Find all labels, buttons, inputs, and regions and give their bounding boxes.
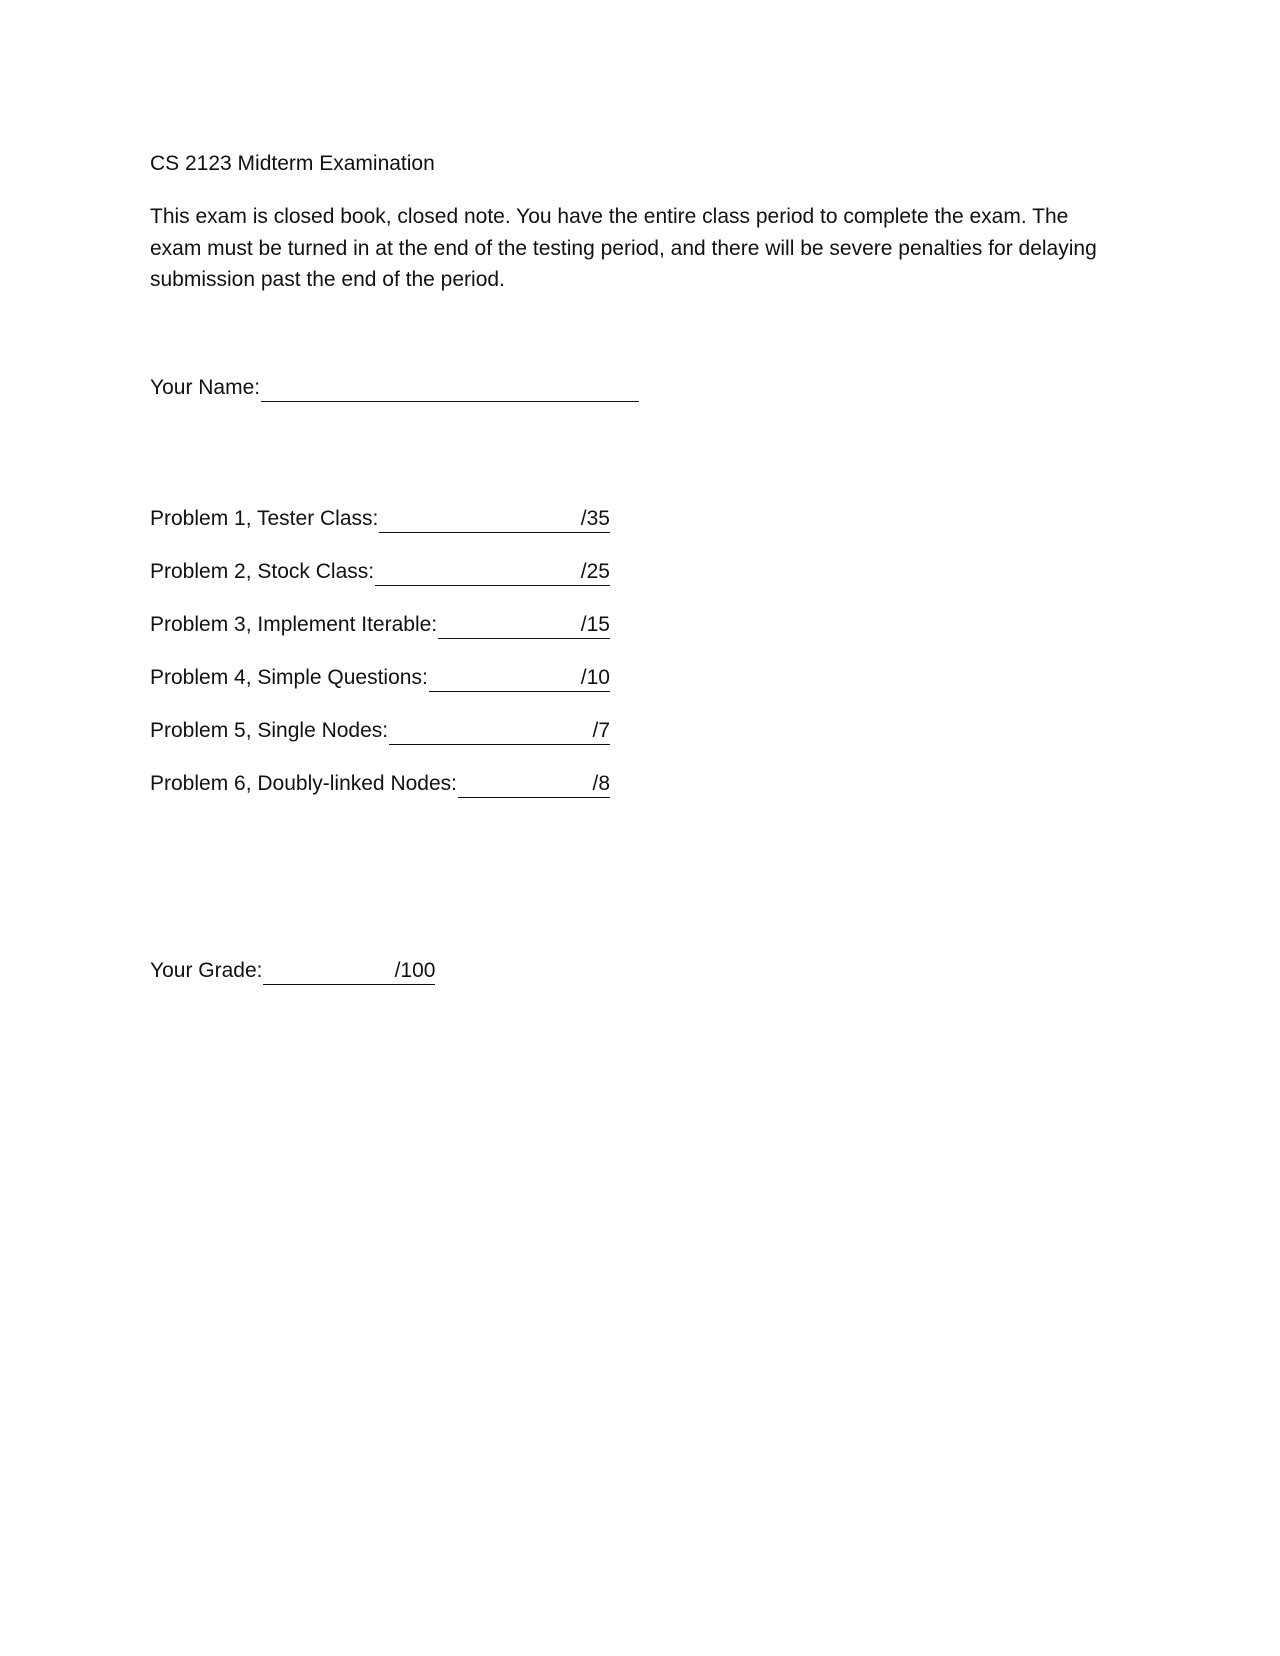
problem-row: [150, 480, 610, 533]
problem-label: Problem 2, Stock Class:: [150, 560, 375, 583]
instructions-line: exam must be turned in at the end of the testing period, and there will be severe penalties for delaying: [150, 236, 1097, 260]
problem-label: Problem 4, Simple Questions:: [150, 666, 428, 689]
problem-label: Problem 5, Single Nodes:: [150, 719, 389, 742]
grade-total: /100: [394, 959, 436, 982]
problem-label: Problem 1, Tester Class:: [150, 507, 379, 530]
score-blank-line[interactable]: [389, 719, 610, 745]
grade-label: Your Grade:: [150, 959, 263, 982]
exam-title: CS 2123 Midterm Examination: [150, 152, 435, 175]
problem-points: /10: [580, 666, 610, 689]
problem-row: [150, 586, 610, 639]
score-blank-line[interactable]: [379, 507, 610, 533]
score-blank-line[interactable]: [458, 772, 610, 798]
problem-points: /35: [580, 507, 610, 530]
name-label: Your Name:: [150, 376, 261, 399]
name-field-row: [150, 374, 639, 402]
instructions-line: This exam is closed book, closed note. You have the entire class period to complete the exam. The: [150, 205, 1069, 228]
problem-points: /7: [592, 719, 610, 742]
problem-row: [150, 639, 610, 692]
problem-points: /25: [580, 560, 610, 583]
name-blank-line[interactable]: [261, 377, 639, 402]
problem-score-list: [150, 480, 610, 798]
problem-label: Problem 3, Implement Iterable:: [150, 613, 438, 636]
problem-points: /15: [580, 613, 610, 636]
problem-row: [150, 745, 610, 798]
grade-field-row: [150, 957, 435, 985]
instructions-line: submission past the end of the period.: [150, 268, 505, 291]
problem-points: /8: [592, 772, 610, 795]
problem-label: Problem 6, Doubly-linked Nodes:: [150, 772, 457, 795]
score-blank-line[interactable]: [375, 560, 610, 586]
problem-row: [150, 533, 610, 586]
grade-blank-line[interactable]: [263, 959, 435, 985]
exam-instructions: [150, 201, 1150, 296]
score-blank-line[interactable]: [429, 666, 610, 692]
problem-row: [150, 692, 610, 745]
score-blank-line[interactable]: [438, 613, 610, 639]
